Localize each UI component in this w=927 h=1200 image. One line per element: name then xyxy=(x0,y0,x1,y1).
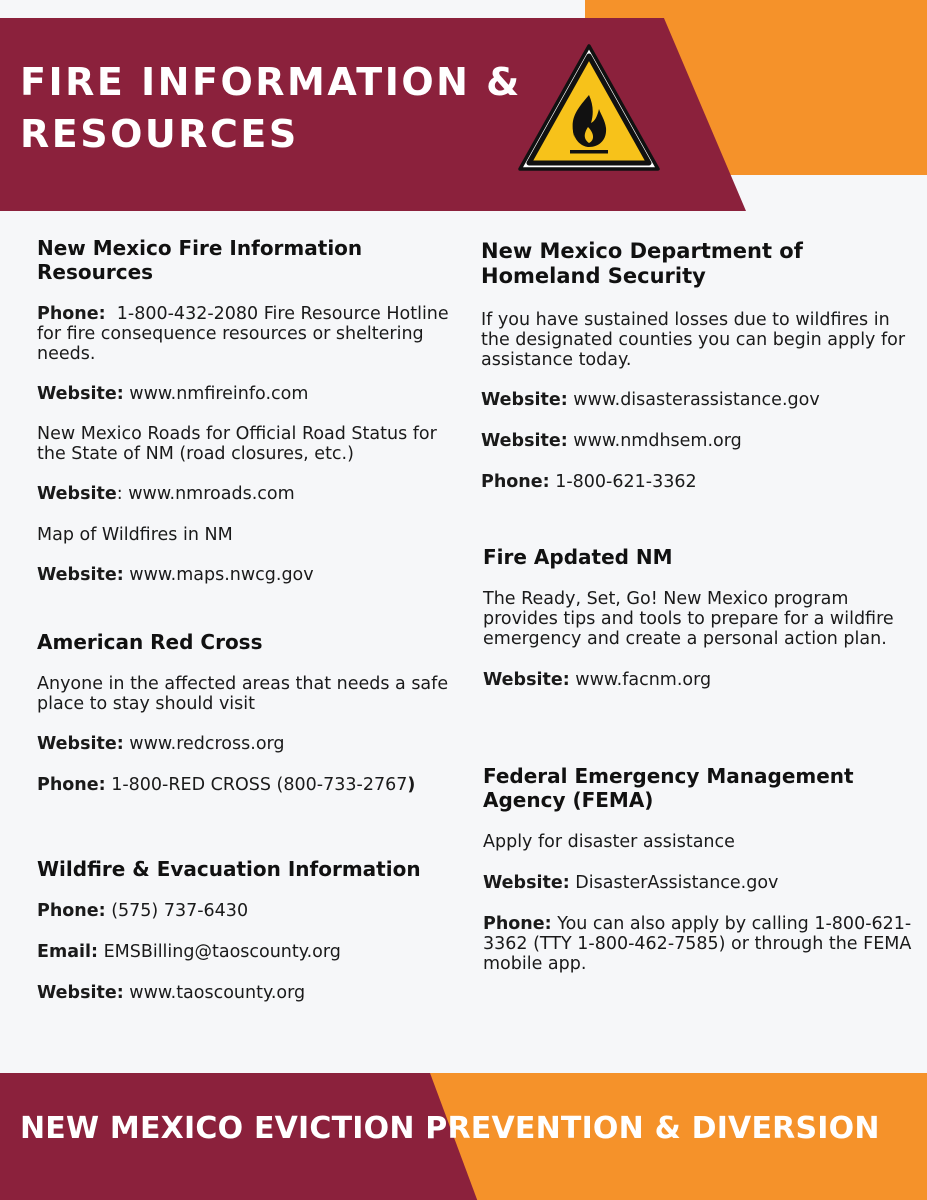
website-link-nmroads[interactable]: : www.nmroads.com xyxy=(116,484,295,504)
fire-apdated-heading: Fire Apdated NM xyxy=(483,545,673,569)
phone-value: 1-800-RED CROSS (800-733-2767 xyxy=(105,775,408,795)
website-label: Website: xyxy=(37,734,124,754)
nm-fire-info-heading-line2: Resources xyxy=(37,260,154,284)
phone-label: Phone: xyxy=(37,304,106,324)
phone-value: (575) 737-6430 xyxy=(105,901,249,921)
phone-value: You can also apply by calling 1-800-621-3362 (TTY 1-800-462-7585) or through the FEMA mobile app. xyxy=(483,914,917,974)
homeland-security-heading xyxy=(481,239,911,289)
nwcg-website xyxy=(37,565,467,585)
fire-warning-icon xyxy=(517,43,661,173)
phone-label: Phone: xyxy=(37,901,106,921)
fire-apdated-website xyxy=(483,670,913,690)
homeland-security-heading-line1: New Mexico Department of xyxy=(481,239,803,263)
website-label: Website: xyxy=(37,384,124,404)
homeland-website2 xyxy=(481,431,911,451)
website-link-nmdhsem[interactable]: www.nmdhsem.org xyxy=(567,431,742,451)
red-cross-text: Anyone in the affected areas that needs a safe place to stay should visit xyxy=(37,674,449,714)
fema-text: Apply for disaster assistance xyxy=(483,832,735,852)
website-link-nwcg[interactable]: www.maps.nwcg.gov xyxy=(123,565,314,585)
phone-text: 1-800-432-2080 Fire Resource Hotline for fire consequence resources or sheltering needs. xyxy=(37,304,455,364)
homeland-security-text: If you have sustained losses due to wildfires in the designated counties you can begin apply for assistance today. xyxy=(481,310,906,370)
nm-fire-info-heading xyxy=(37,236,467,284)
wildfire-map-text: Map of Wildfires in NM xyxy=(37,525,233,545)
nm-roads-text: New Mexico Roads for Official Road Status for the State of NM (road closures, etc.) xyxy=(37,424,437,464)
fire-apdated-section xyxy=(483,545,913,690)
red-cross-phone xyxy=(37,775,467,795)
website-label: Website: xyxy=(37,565,124,585)
nm-fire-website xyxy=(37,384,467,404)
homeland-security-section xyxy=(481,239,911,492)
page-title-line2: RESOURCES xyxy=(20,112,299,156)
fema-heading xyxy=(483,764,913,812)
fema-website xyxy=(483,873,913,893)
website-label: Website: xyxy=(481,390,568,410)
phone-value: 1-800-621-3362 xyxy=(549,472,697,492)
page-title-line1: FIRE INFORMATION & xyxy=(20,60,522,104)
website-label: Website: xyxy=(481,431,568,451)
phone-label: Phone: xyxy=(37,775,106,795)
website-link-disasterassistance[interactable]: www.disasterassistance.gov xyxy=(567,390,820,410)
website-link-taoscounty[interactable]: www.taoscounty.org xyxy=(123,983,306,1003)
phone-label: Phone: xyxy=(483,914,552,934)
fema-section xyxy=(483,764,917,974)
email-label: Email: xyxy=(37,942,98,962)
nm-fire-info-section xyxy=(37,236,467,585)
page-title xyxy=(20,56,560,160)
website-label: Website: xyxy=(37,983,124,1003)
phone-close-paren: ) xyxy=(407,775,416,795)
website-link-disasterassistance-gov[interactable]: DisasterAssistance.gov xyxy=(569,873,779,893)
red-cross-section xyxy=(37,630,467,795)
phone-label: Phone: xyxy=(481,472,550,492)
website-link-facnm[interactable]: www.facnm.org xyxy=(569,670,712,690)
website-link-redcross[interactable]: www.redcross.org xyxy=(123,734,285,754)
red-cross-website xyxy=(37,734,467,754)
fire-apdated-text: The Ready, Set, Go! New Mexico program provides tips and tools to prepare for a wildfire emergency and create a personal action plan. xyxy=(483,589,894,649)
fema-heading-line2: Agency (FEMA) xyxy=(483,788,654,812)
wildfire-evacuation-section xyxy=(37,857,467,1003)
email-link[interactable]: EMSBilling@taoscounty.org xyxy=(98,942,341,962)
homeland-phone xyxy=(481,472,911,492)
homeland-security-heading-line2: Homeland Security xyxy=(481,264,706,288)
nm-fire-info-heading-line1: New Mexico Fire Information xyxy=(37,236,363,260)
footer-banner-text: NEW MEXICO EVICTION PREVENTION & DIVERSION xyxy=(20,1111,880,1146)
website-label: Website: xyxy=(483,873,570,893)
nm-roads-website xyxy=(37,484,467,504)
website-link-nmfireinfo[interactable]: www.nmfireinfo.com xyxy=(123,384,309,404)
fema-heading-line1: Federal Emergency Management xyxy=(483,764,854,788)
wildfire-website xyxy=(37,983,467,1003)
fema-phone xyxy=(483,914,917,974)
wildfire-phone xyxy=(37,901,467,921)
website-label: Website: xyxy=(483,670,570,690)
nm-fire-phone xyxy=(37,304,467,364)
wildfire-email xyxy=(37,942,467,962)
homeland-website1 xyxy=(481,390,911,410)
red-cross-heading: American Red Cross xyxy=(37,630,263,654)
website-label: Website xyxy=(37,484,117,504)
wildfire-evacuation-heading: Wildfire & Evacuation Information xyxy=(37,857,421,881)
